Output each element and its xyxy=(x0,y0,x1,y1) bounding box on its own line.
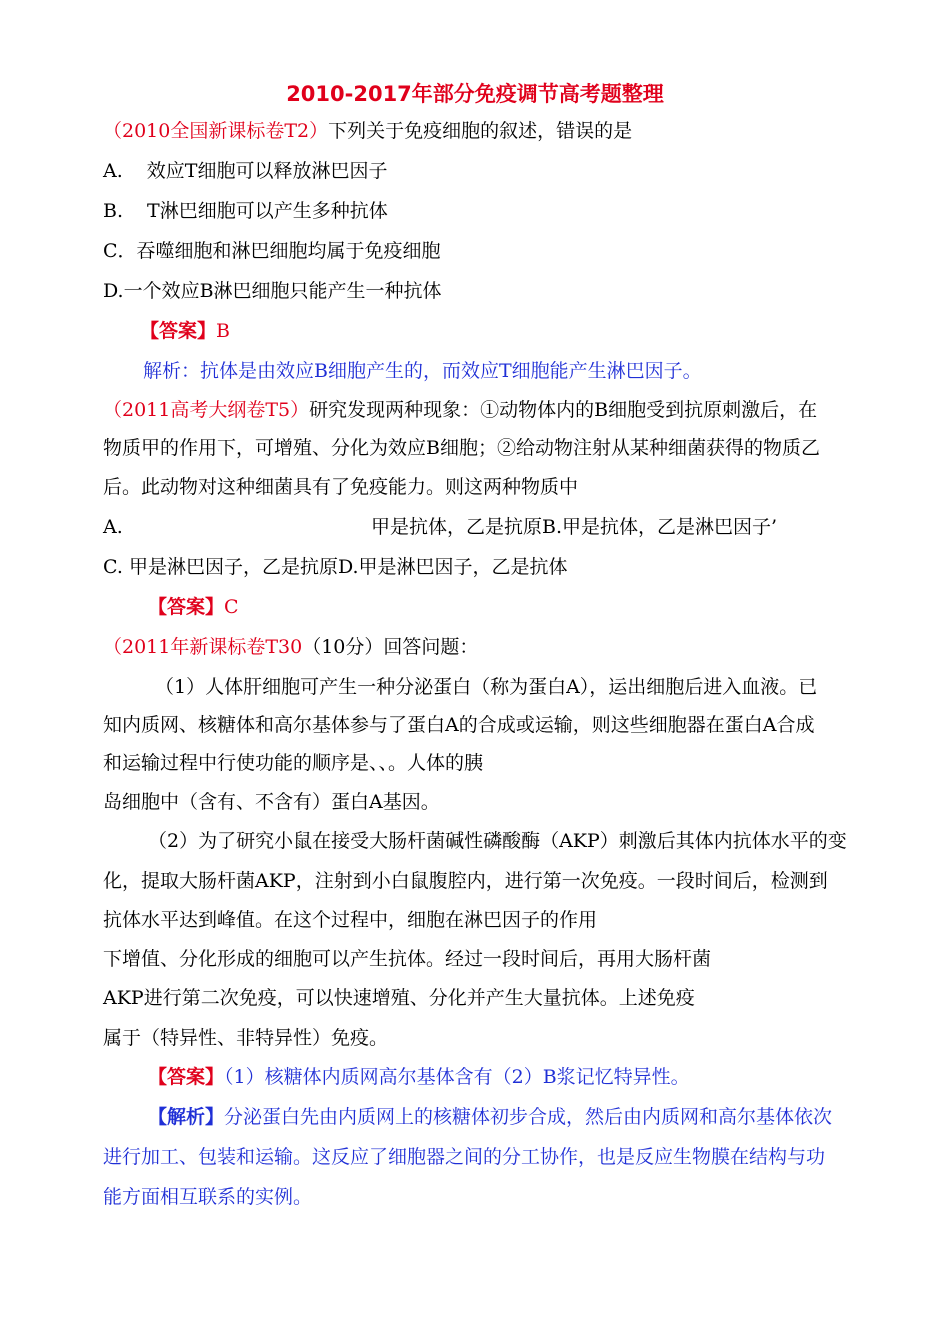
q1-answer-label: 【答案】 xyxy=(140,320,217,342)
q2-answer xyxy=(148,594,239,620)
q3-analysis-label: 【解析】 xyxy=(148,1106,225,1128)
q1-option-a-text: 效应T细胞可以释放淋巴因子 xyxy=(146,160,388,182)
q3-p2-line4: 下增值、分化形成的细胞可以产生抗体。经过一段时间后，再用大肠杆菌 xyxy=(103,948,712,970)
q3-p2-line2: 化，提取大肠杆菌AKP，注射到小白鼠腹腔内，进行第一次免疫。一段时间后，检测到 xyxy=(103,870,828,892)
q1-option-d: D.一个效应B淋巴细胞只能产生一种抗体 xyxy=(103,280,442,302)
q3-analysis-line2: 进行加工、包装和运输。这反应了细胞器之间的分工协作，也是反应生物膜在结构与功 xyxy=(103,1146,826,1168)
page-title: 2010-2017年部分免疫调节高考题整理 xyxy=(286,82,664,106)
q3-stem: （10分）回答问题： xyxy=(302,636,479,658)
q1-answer-value: B xyxy=(216,320,230,342)
q1-option-a xyxy=(103,158,387,184)
q2-options-cd: C. 甲是淋巴因子，乙是抗原D.甲是淋巴因子，乙是抗体 xyxy=(103,556,568,578)
q3-stem-line xyxy=(103,634,478,660)
q3-analysis-line3: 能方面相互联系的实例。 xyxy=(103,1186,313,1208)
q2-stem-1: 研究发现两种现象：①动物体内的B细胞受到抗原刺激后，在 xyxy=(309,399,818,421)
q3-p2-line1: （2）为了研究小鼠在接受大肠杆菌碱性磷酸酶（AKP）刺激后其体内抗体水平的变 xyxy=(148,830,847,852)
q2-stem-line1 xyxy=(103,397,817,423)
q2-stem-line3: 后。此动物对这种细菌具有了免疫能力。则这两种物质中 xyxy=(103,476,579,498)
q1-stem-line xyxy=(103,118,632,144)
q3-answer-label: 【答案】 xyxy=(148,1066,225,1088)
q1-option-c: C．吞噬细胞和淋巴细胞均属于免疫细胞 xyxy=(103,240,441,262)
q1-source: （2010全国新课标卷T2） xyxy=(103,120,329,142)
q2-options-ab: 甲是抗体，乙是抗原B.甲是抗体，乙是淋巴因子’ xyxy=(371,516,778,538)
q3-answer-value: （1）核糖体内质网高尔基体含有（2）B浆记忆特异性。 xyxy=(224,1066,690,1088)
q3-analysis-line1 xyxy=(148,1104,832,1130)
q1-analysis: 解析：抗体是由效应B细胞产生的，而效应T细胞能产生淋巴因子。 xyxy=(143,360,702,382)
q2-source: （2011高考大纲卷T5） xyxy=(103,399,310,421)
q2-option-a-label: A. xyxy=(103,516,123,538)
q3-p2-line3: 抗体水平达到峰值。在这个过程中，细胞在淋巴因子的作用 xyxy=(103,909,598,931)
q3-source: （2011年新课标卷T30 xyxy=(103,636,303,658)
q1-option-b-label: B. xyxy=(103,200,124,222)
q3-answer xyxy=(148,1064,690,1090)
q3-p1-line1: （1）人体肝细胞可产生一种分泌蛋白（称为蛋白A），运出细胞后进入血液。已 xyxy=(155,676,818,698)
q1-option-b xyxy=(103,198,388,224)
q2-answer-value: C xyxy=(224,596,239,618)
q3-p1-line4: 岛细胞中（含有、不含有）蛋白A基因。 xyxy=(103,791,440,813)
q3-p1-line2: 知内质网、核糖体和高尔基体参与了蛋白A的合成或运输，则这些细胞器在蛋白A合成 xyxy=(103,714,815,736)
q1-stem: 下列关于免疫细胞的叙述，错误的是 xyxy=(328,120,633,142)
q3-p2-line6: 属于（特异性、非特异性）免疫。 xyxy=(103,1027,389,1049)
q1-option-b-text: T淋巴细胞可以产生多种抗体 xyxy=(147,200,388,222)
q1-option-a-label: A. xyxy=(103,160,123,182)
q2-answer-label: 【答案】 xyxy=(148,596,225,618)
q2-stem-line2: 物质甲的作用下，可增殖、分化为效应B细胞；②给动物注射从某种细菌获得的物质乙 xyxy=(103,437,820,459)
q3-p1-line3: 和运输过程中行使功能的顺序是、、。人体的胰 xyxy=(103,752,484,774)
q3-p2-line5: AKP进行第二次免疫，可以快速增殖、分化并产生大量抗体。上述免疫 xyxy=(103,987,695,1009)
q1-answer xyxy=(140,318,230,344)
q3-analysis-text-1: 分泌蛋白先由内质网上的核糖体初步合成，然后由内质网和高尔基体依次 xyxy=(224,1106,833,1128)
